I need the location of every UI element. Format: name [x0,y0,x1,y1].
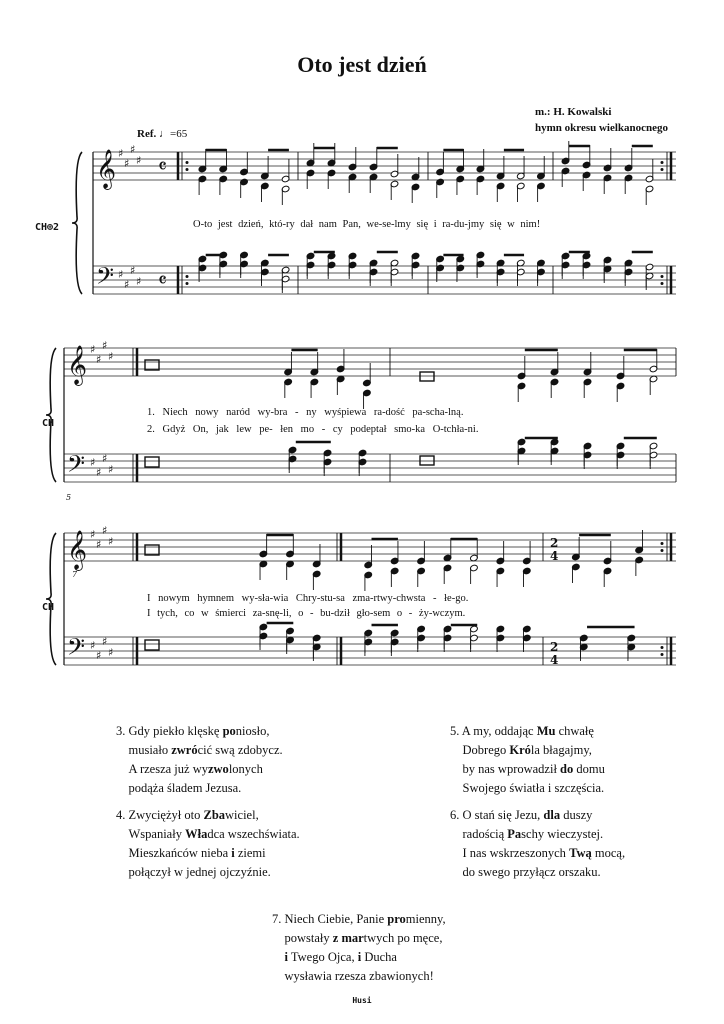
sharp-icon: ♯ [108,646,114,659]
common-time-icon: 𝄴 [158,268,167,292]
sharp-icon: ♯ [108,535,114,548]
repeat-dot [661,275,664,278]
choir-label: CH [42,418,55,429]
breve-note [145,457,159,467]
repeat-dot [661,161,664,164]
repeat-dot [661,653,664,656]
bass-clef-icon: 𝄢 [96,262,115,295]
treble-clef-icon: 𝄞 [67,345,88,385]
breve-note [420,456,434,465]
breve-note [145,545,159,555]
time-signature-top: 2 [550,640,559,654]
time-signature-bottom: 4 [550,549,559,563]
stanza: 4. Zwyciężył oto Zbawiciel, Wspaniały Władca wszechświata. Mieszkańców nieba i ziemi połączył w jednej ojczyźnie. [116,808,300,879]
refrain-label: Ref. [137,128,157,140]
sharp-icon: ♯ [136,154,142,167]
repeat-dot [186,282,189,285]
sharp-icon: ♯ [102,452,108,465]
system-brace [72,152,82,294]
sharp-icon: ♯ [124,157,130,170]
breve-note [420,372,434,381]
sharp-icon: ♯ [102,339,108,352]
measure-number: 7 [72,570,78,579]
repeat-dot [186,168,189,171]
repeat-dot [186,161,189,164]
bass-clef-icon: 𝄢 [67,633,86,666]
verse-lyric-4: I tych, co w śmierci za-snę-li, o - bu-dził gło-sem o - ży-wczym. [147,608,466,619]
choir-label: CH⊕2 [35,222,60,233]
sharp-icon: ♯ [96,466,102,479]
quarter-note-icon: ♩ [159,128,170,140]
measure-number: 5 [66,493,72,502]
treble-clef-icon: 𝄞 [67,530,88,570]
treble-clef-icon: 𝄞 [96,149,117,189]
sharp-icon: ♯ [90,456,96,469]
stanza: 6. O stań się Jezu, dla duszy radością Paschy wieczystej. I nas wskrzeszonych Twą mocą, do swego przyłącz orszaku. [450,808,626,879]
sharp-icon: ♯ [96,353,102,366]
sharp-icon: ♯ [108,350,114,363]
sharp-icon: ♯ [130,264,136,277]
sharp-icon: ♯ [136,275,142,288]
repeat-dot [661,549,664,552]
sharp-icon: ♯ [96,538,102,551]
sharp-icon: ♯ [124,278,130,291]
common-time-icon: 𝄴 [158,154,167,178]
verse-lyric-2: 2. Gdyż On, jak lew pe- łen mo - cy podeptał smo-ka O-tchła-ni. [147,424,479,435]
bass-clef-icon: 𝄢 [67,450,86,483]
arranger-signature: Husi [352,996,372,1005]
breve-note [145,640,159,650]
tempo-value: =65 [170,128,188,140]
stanza: 5. A my, oddając Mu chwałę Dobrego Króla błagajmy, by nas wprowadził do domu Swojego światła i szczęścia. [450,724,605,795]
sharp-icon: ♯ [102,524,108,537]
sharp-icon: ♯ [90,343,96,356]
sharp-icon: ♯ [102,635,108,648]
sharp-icon: ♯ [96,649,102,662]
repeat-dot [661,646,664,649]
stanza: 7. Niech Ciebie, Panie promienny, powstały z martwych po męce, i Twego Ojca, i Ducha wysławia rzesza zbawionych! [272,912,446,983]
sharp-icon: ♯ [118,147,124,160]
system-brace [46,348,56,482]
sharp-icon: ♯ [108,463,114,476]
stanza: 3. Gdy piekło klęskę poniosło, musiało zwrócić swą zdobycz. A rzesza już wyzwolonych podąża śladem Jezusa. [116,724,283,795]
subtitle: hymn okresu wielkanocnego [535,122,669,134]
time-signature-top: 2 [550,536,559,550]
repeat-dot [661,168,664,171]
verse-lyric-3: I nowym hymnem wy-sła-wia Chry-stu-sa zma-rtwy-chwsta - łe-go. [147,593,469,604]
verse-lyric-1: 1. Niech nowy naród wy-bra - ny wyśpiewa ra-dość pa-scha-lną. [147,407,464,418]
repeat-dot [661,282,664,285]
composer: m.: H. Kowalski [535,106,612,118]
time-signature-bottom: 4 [550,653,559,667]
song-title: Oto jest dzień [297,52,427,77]
choir-label: CH [42,602,55,613]
refrain-lyric: O-to jest dzień, któ-ry dał nam Pan, we-se-lmy się i ra-du-jmy się w nim! [193,219,541,230]
sharp-icon: ♯ [118,268,124,281]
sharp-icon: ♯ [90,528,96,541]
repeat-dot [661,542,664,545]
repeat-dot [186,275,189,278]
breve-note [145,360,159,370]
system-brace [46,533,56,665]
sharp-icon: ♯ [130,143,136,156]
sharp-icon: ♯ [90,639,96,652]
